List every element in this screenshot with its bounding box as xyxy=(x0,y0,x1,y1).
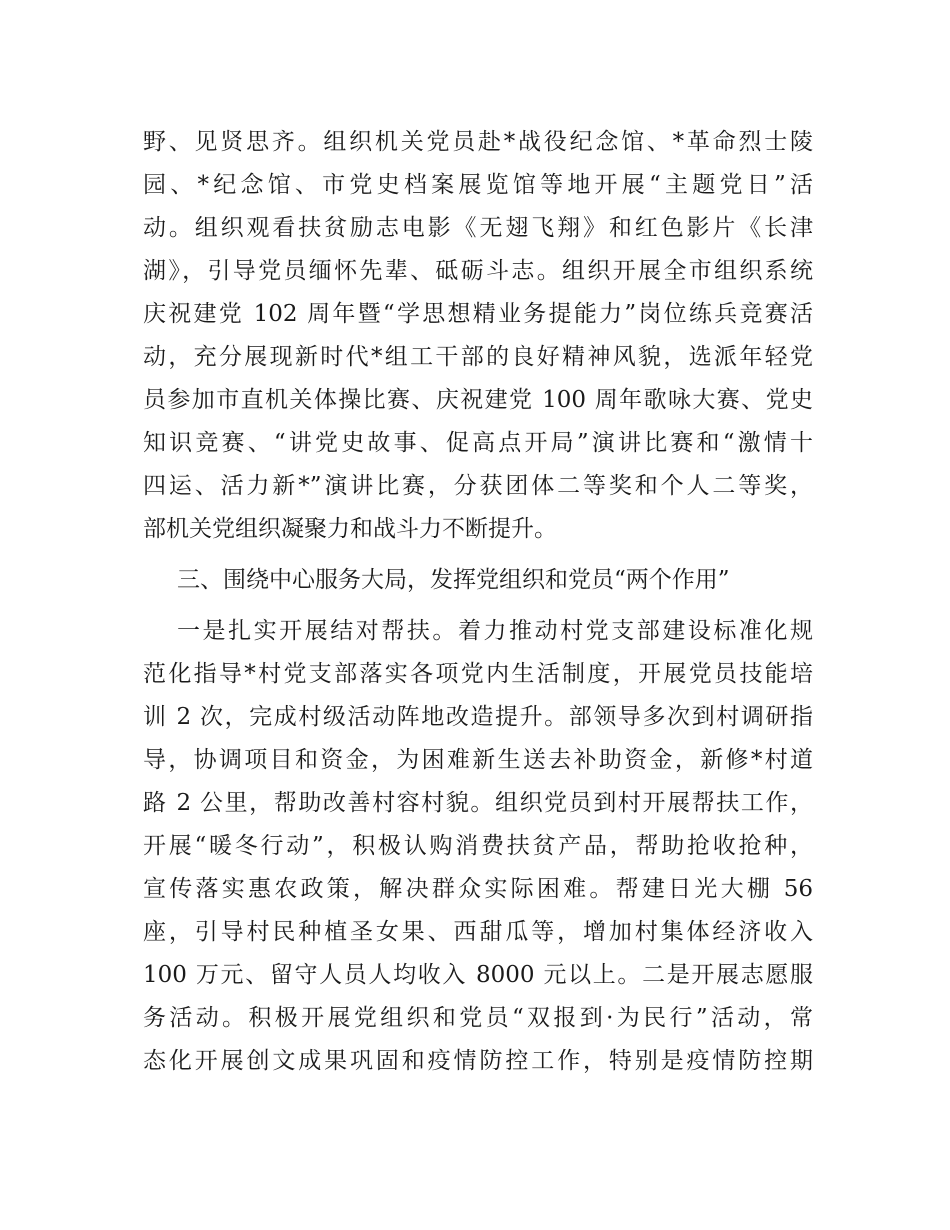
text-line: 一是扎实开展结对帮扶。着力推动村党支部建设标准化规 xyxy=(177,618,813,644)
text-line: 动。组织观看扶贫励志电影《无翅飞翔》和红色影片《长津 xyxy=(143,215,813,241)
text-line: 务活动。积极开展党组织和党员“双报到·为民行”活动，常 xyxy=(143,1005,813,1031)
text-line: 野、见贤思齐。组织机关党员赴*战役纪念馆、*革命烈士陵 xyxy=(143,129,813,155)
text-line: 范化指导*村党支部落实各项党内生活制度，开展党员技能培 xyxy=(143,661,813,687)
section-heading: 三、围绕中心服务大局，发挥党组织和党员“两个作用” xyxy=(177,567,730,593)
text-line: 训 2 次，完成村级活动阵地改造提升。部领导多次到村调研指 xyxy=(143,704,813,730)
text-line: 庆祝建党 102 周年暨“学思想精业务提能力”岗位练兵竞赛活 xyxy=(143,301,813,327)
text-line: 路 2 公里，帮助改善村容村貌。组织党员到村开展帮扶工作， xyxy=(143,790,813,816)
text-line: 导，协调项目和资金，为困难新生送去补助资金，新修*村道 xyxy=(143,747,813,773)
text-line: 园、*纪念馆、市党史档案展览馆等地开展“主题党日”活 xyxy=(143,172,813,198)
text-line: 四运、活力新*”演讲比赛，分获团体二等奖和个人二等奖， xyxy=(143,473,813,499)
text-line: 动，充分展现新时代*组工干部的良好精神风貌，选派年轻党 xyxy=(143,344,813,370)
text-line: 部机关党组织凝聚力和战斗力不断提升。 xyxy=(143,516,557,542)
text-line: 宣传落实惠农政策，解决群众实际困难。帮建日光大棚 56 xyxy=(143,876,813,902)
text-line: 座，引导村民种植圣女果、西甜瓜等，增加村集体经济收入 xyxy=(143,919,813,945)
text-line: 湖》，引导党员缅怀先辈、砥砺斗志。组织开展全市组织系统 xyxy=(143,258,813,284)
text-line: 态化开展创文成果巩固和疫情防控工作，特别是疫情防控期 xyxy=(143,1048,813,1074)
text-line: 知识竞赛、“讲党史故事、促高点开局”演讲比赛和“激情十 xyxy=(143,430,813,456)
text-line: 员参加市直机关体操比赛、庆祝建党 100 周年歌咏大赛、党史 xyxy=(143,387,813,413)
text-line: 100 万元、留守人员人均收入 8000 元以上。二是开展志愿服 xyxy=(143,962,813,988)
text-line: 开展“暖冬行动”，积极认购消费扶贫产品，帮助抢收抢种， xyxy=(143,833,813,859)
